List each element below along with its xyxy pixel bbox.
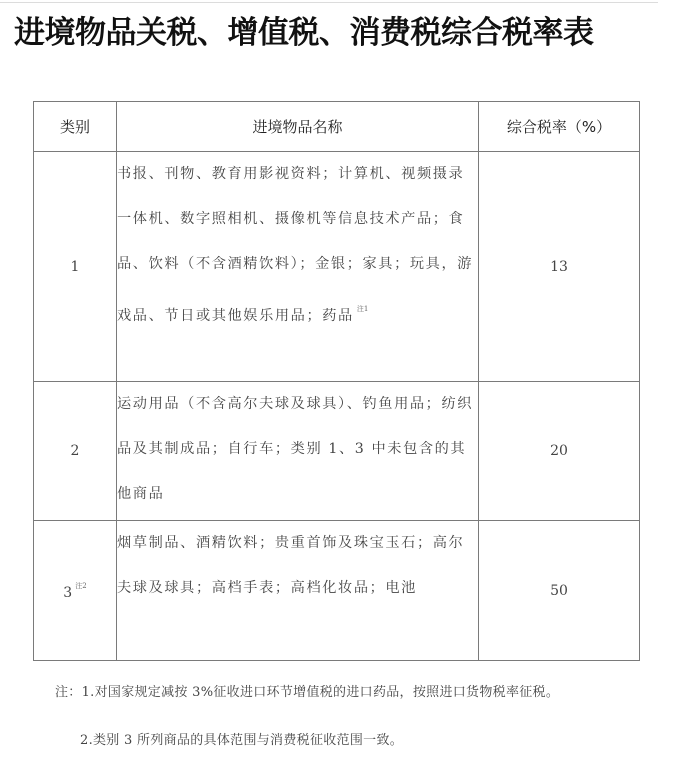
category-cell bbox=[34, 152, 117, 382]
category-value: 3 bbox=[63, 584, 73, 601]
rate-value: 50 bbox=[550, 582, 568, 599]
items-cell bbox=[117, 152, 479, 382]
items-cell bbox=[117, 521, 479, 661]
table-header-row bbox=[34, 102, 640, 152]
rate-value: 13 bbox=[550, 258, 568, 275]
items-text: 书报、刊物、教育用影视资料；计算机、视频摄录一体机、数字照相机、摄像机等信息技术产品；食品、饮料（不含酒精饮料）；金银；家具；玩具，游戏品、节日或其他娱乐用品；药品 bbox=[117, 166, 474, 324]
items-text: 烟草制品、酒精饮料；贵重首饰及珠宝玉石；高尔夫球及球具；高档手表；高档化妆品；电池 bbox=[117, 535, 465, 596]
items-cell bbox=[117, 382, 479, 521]
category-value: 1 bbox=[70, 258, 80, 275]
category-cell bbox=[34, 382, 117, 521]
header-item-name: 进境物品名称 bbox=[117, 102, 479, 152]
rate-cell bbox=[479, 521, 640, 661]
items-text: 运动用品（不含高尔夫球及球具）、钓鱼用品；纺织品及其制成品；自行车；类别 1、3 中未包含的其他商品 bbox=[117, 396, 474, 502]
top-divider bbox=[0, 2, 658, 3]
footnote-2: 2.类别 3 所列商品的具体范围与消费税征收范围一致。 bbox=[80, 733, 404, 748]
category-value: 2 bbox=[70, 443, 80, 459]
footnote-1: 注：1.对国家规定减按 3%征收进口环节增值税的进口药品，按照进口货物税率征税。 bbox=[55, 685, 560, 700]
header-rate: 综合税率（%） bbox=[479, 102, 640, 152]
footnote-marker: 注2 bbox=[75, 581, 87, 590]
table-row bbox=[34, 521, 640, 661]
header-category: 类别 bbox=[34, 102, 117, 152]
table-row bbox=[34, 152, 640, 382]
footnote-marker: 注1 bbox=[356, 305, 369, 313]
tax-rate-table bbox=[33, 101, 640, 661]
page-title: 进境物品关税、增值税、消费税综合税率表 bbox=[14, 15, 594, 51]
category-cell bbox=[34, 521, 117, 661]
table-row bbox=[34, 382, 640, 521]
rate-cell bbox=[479, 152, 640, 382]
rate-value: 20 bbox=[550, 443, 568, 459]
rate-cell bbox=[479, 382, 640, 521]
